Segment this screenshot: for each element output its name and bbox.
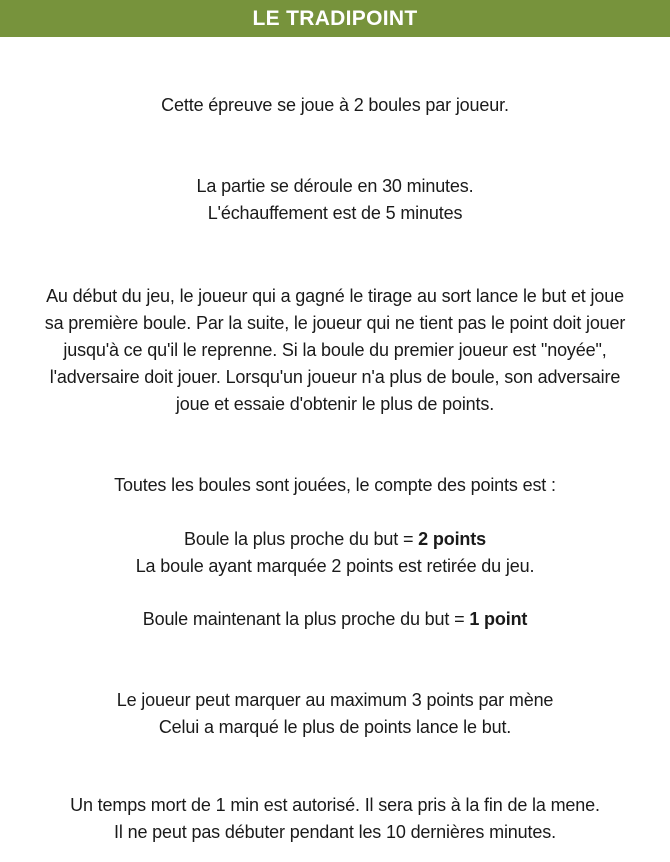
- page-title: LE TRADIPOINT: [252, 7, 418, 30]
- paragraph-scoring-intro: Toutes les boules sont jouées, le compte des points est :: [114, 475, 556, 495]
- timeout-line-2: Il ne peut pas débuter pendant les 10 dernières minutes.: [114, 822, 556, 842]
- max-points-line-1: Le joueur peut marquer au maximum 3 points par mène: [116, 690, 554, 710]
- timeout-line-1: Un temps mort de 1 min est autorisé. Il sera pris à la fin de la mene.: [70, 795, 600, 815]
- paragraph-timeout: [0, 792, 670, 846]
- paragraph-duration: [0, 173, 670, 227]
- two-points-value: 2 points: [418, 529, 486, 549]
- paragraph-two-points: [0, 526, 670, 580]
- duration-line-2: L'échauffement est de 5 minutes: [207, 203, 463, 223]
- two-points-line: [20, 526, 650, 553]
- one-point-line: [20, 606, 650, 633]
- paragraph-one-point: [0, 606, 670, 633]
- one-point-value: 1 point: [469, 609, 528, 629]
- paragraph-intro: Cette épreuve se joue à 2 boules par joueur.: [161, 95, 509, 115]
- max-points-line-2: Celui a marqué le plus de points lance le but.: [158, 717, 512, 737]
- title-bar: [0, 0, 670, 37]
- paragraph-rules: Au début du jeu, le joueur qui a gagné le tirage au sort lance le but et joue sa première boule. Par la suite, le joueur qui ne tient pas le point doit jouer jusqu'à ce qu'il le reprenne. Si la boule du premier joueur est "noyée", l'adversaire doit jouer. Lorsqu'un joueur n'a plus de boule, son adversaire joue et essaie d'obtenir le plus de points.: [44, 286, 626, 414]
- paragraph-max-points: [0, 687, 670, 741]
- two-points-prefix: Boule la plus proche du but =: [184, 529, 419, 549]
- one-point-prefix: Boule maintenant la plus proche du but =: [142, 609, 470, 629]
- two-points-note: La boule ayant marquée 2 points est retirée du jeu.: [135, 556, 535, 576]
- duration-line-1: La partie se déroule en 30 minutes.: [196, 176, 474, 196]
